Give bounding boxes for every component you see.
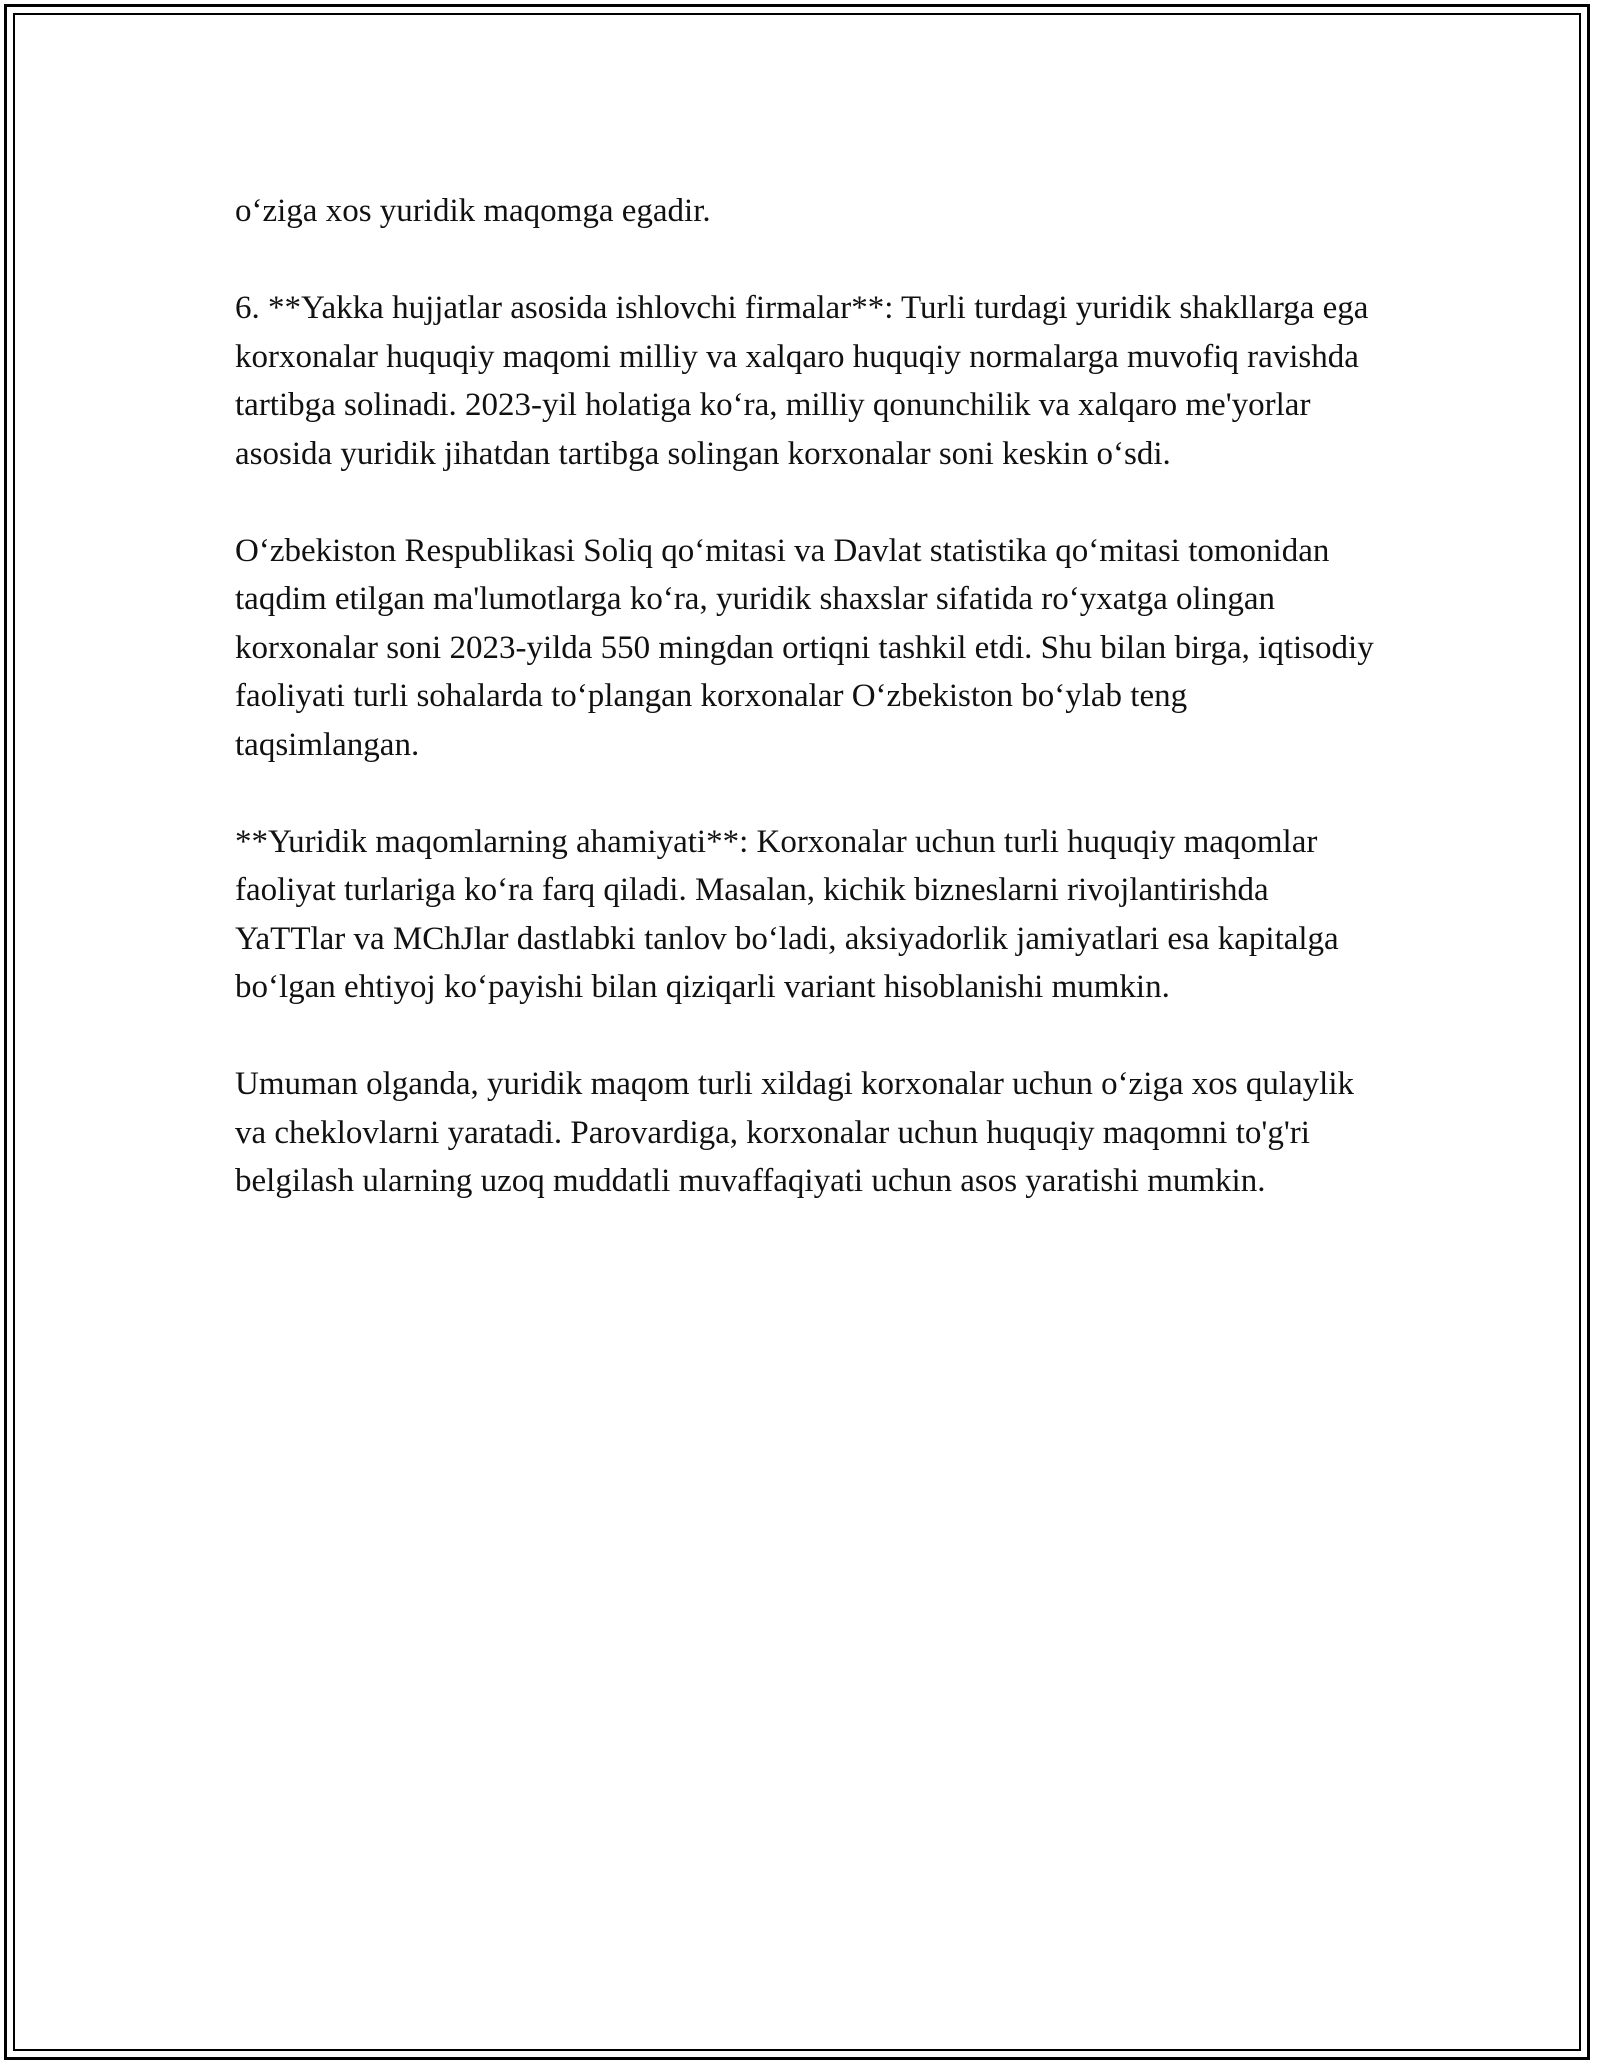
paragraph-conclusion: Umuman olganda, yuridik maqom turli xildagi korxonalar uchun o‘ziga xos qulaylik va cheklovlarni yaratadi. Parovardiga, korxonalar uchun huquqiy maqomni to'g'ri belgilash ularning uzoq muddatli muvaffaqiyati uchun asos yaratishi mumkin. <box>235 1066 1355 1199</box>
paragraph-continuation: o‘ziga xos yuridik maqomga egadir. <box>235 193 711 229</box>
paragraph-legal-status-importance: **Yuridik maqomlarning ahamiyati**: Korxonalar uchun turli huquqiy maqomlar faoliyat turlariga ko‘ra farq qiladi. Masalan, kichik bizneslarni rivojlantirishda YaTTlar va MChJlar dastlabki tanlov bo‘ladi, aksiyadorlik jamiyatlari esa kapitalga bo‘lgan ehtiyoj ko‘payishi bilan qiziqarli variant hisoblanishi mumkin. <box>235 823 1339 1005</box>
document-body <box>235 187 1375 1254</box>
paragraph-single-document-firms: 6. **Yakka hujjatlar asosida ishlovchi firmalar**: Turli turdagi yuridik shakllarga ega korxonalar huquqiy maqomi milliy va xalqaro huquqiy normalarga muvofiq ravishda tartibga solinadi. 2023-yil holatiga ko‘ra, milliy qonunchilik va xalqaro me'yorlar asosida yuridik jihatdan tartibga solingan korxonalar soni keskin o‘sdi. <box>235 290 1369 472</box>
paragraph-statistics: O‘zbekiston Respublikasi Soliq qo‘mitasi va Davlat statistika qo‘mitasi tomonidan taqdim etilgan ma'lumotlarga ko‘ra, yuridik shaxslar sifatida ro‘yxatga olingan korxonalar soni 2023-yilda 550 mingdan ortiqni tashkil etdi. Shu bilan birga, iqtisodiy faoliyati turli sohalarda to‘plangan korxonalar O‘zbekiston bo‘ylab teng taqsimlangan. <box>235 532 1374 763</box>
